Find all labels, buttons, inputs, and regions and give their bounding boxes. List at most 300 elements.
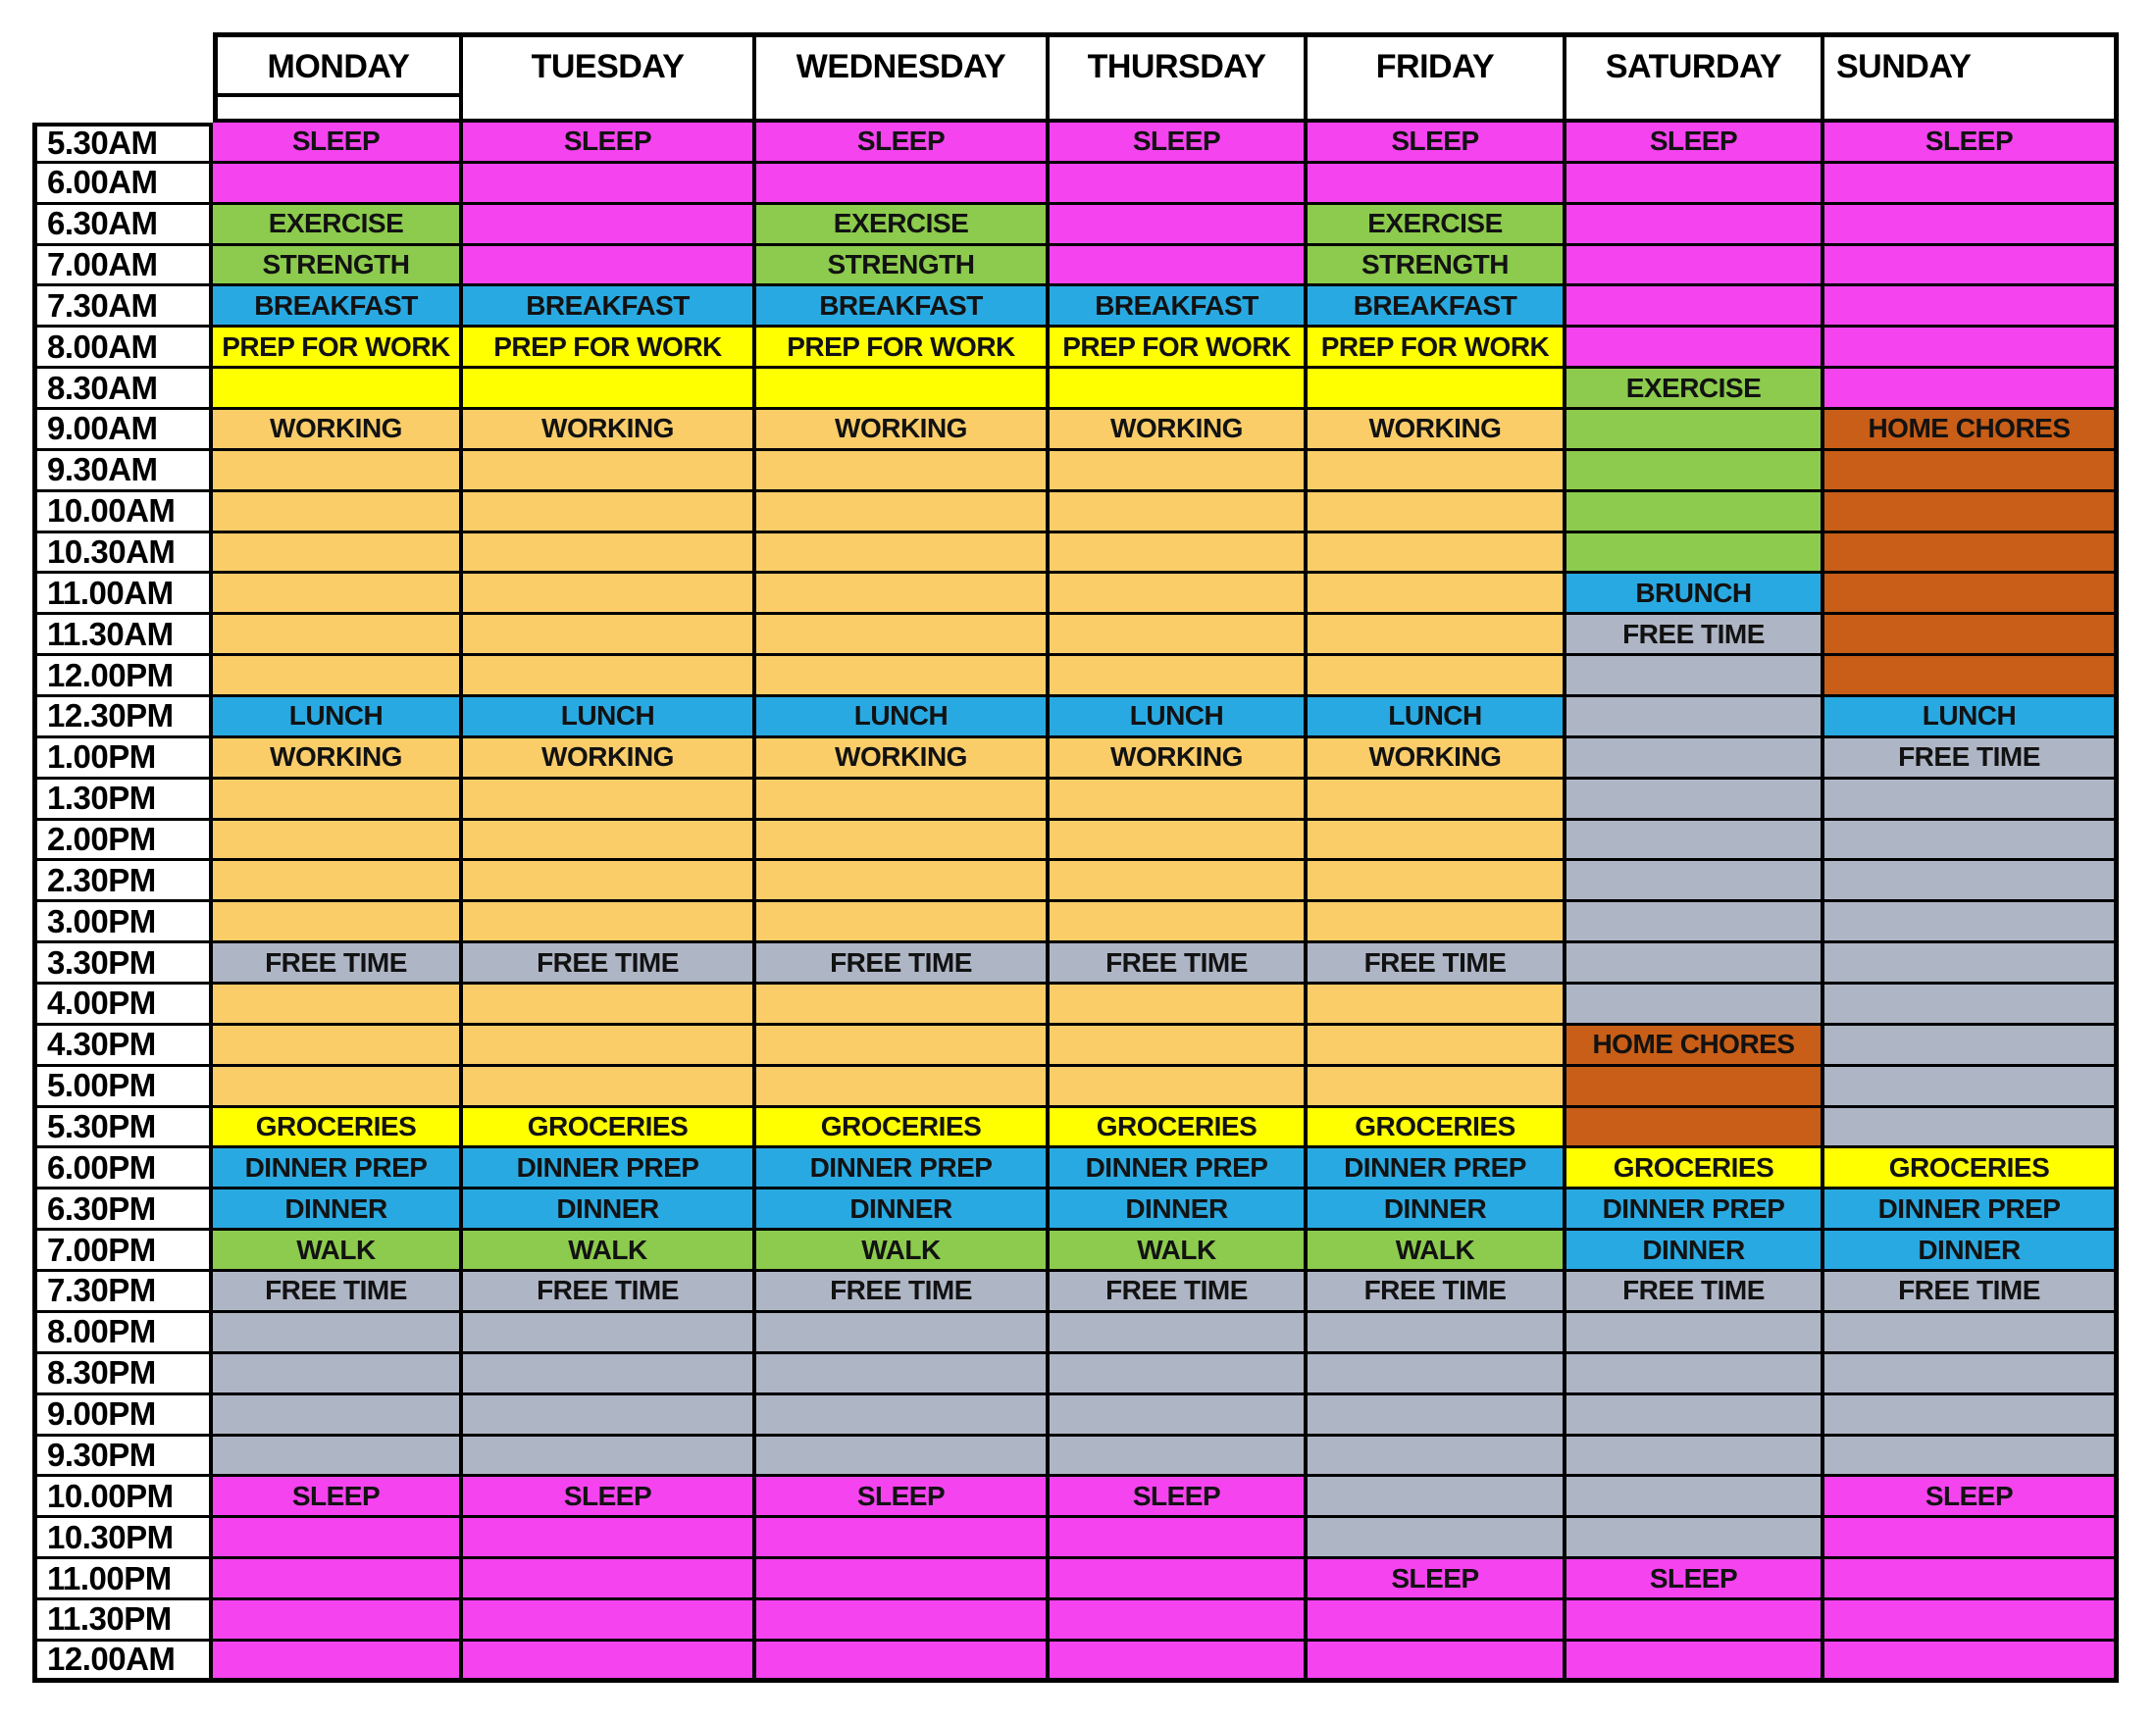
cell-tuesday-900am[interactable]: WORKING [463,410,756,451]
day-header-sunday[interactable] [1824,32,2119,123]
cell-saturday-500pm[interactable] [1566,1067,1824,1108]
time-label-900am[interactable]: 9.00AM [32,410,213,451]
cell-saturday-600pm[interactable]: GROCERIES [1566,1148,1824,1190]
day-header-thursday[interactable] [1050,32,1308,123]
cell-friday-230pm[interactable] [1308,861,1566,902]
cell-saturday-930pm[interactable] [1566,1437,1824,1478]
cell-thursday-230pm[interactable] [1050,861,1308,902]
cell-monday-300pm[interactable] [213,902,463,943]
cell-friday-1100pm[interactable]: SLEEP [1308,1559,1566,1600]
cell-monday-1100am[interactable] [213,574,463,615]
time-label-330pm[interactable]: 3.30PM [32,943,213,985]
cell-sunday-900pm[interactable] [1824,1395,2119,1437]
cell-sunday-800am[interactable] [1824,328,2119,369]
cell-tuesday-1030pm[interactable] [463,1518,756,1559]
cell-saturday-630am[interactable] [1566,205,1824,246]
cell-tuesday-800pm[interactable] [463,1313,756,1354]
cell-monday-530pm[interactable]: GROCERIES [213,1108,463,1149]
cell-tuesday-200pm[interactable] [463,821,756,862]
cell-saturday-630pm[interactable]: DINNER PREP [1566,1190,1824,1231]
cell-monday-730pm[interactable]: FREE TIME [213,1272,463,1313]
cell-friday-900pm[interactable] [1308,1395,1566,1437]
cell-wednesday-630am[interactable]: EXERCISE [756,205,1050,246]
cell-wednesday-600pm[interactable]: DINNER PREP [756,1148,1050,1190]
cell-wednesday-930am[interactable] [756,451,1050,492]
cell-friday-430pm[interactable] [1308,1026,1566,1067]
cell-friday-600am[interactable] [1308,164,1566,205]
cell-tuesday-1100am[interactable] [463,574,756,615]
cell-friday-730am[interactable]: BREAKFAST [1308,286,1566,328]
cell-thursday-500pm[interactable] [1050,1067,1308,1108]
cell-monday-400pm[interactable] [213,985,463,1026]
cell-sunday-1100am[interactable] [1824,574,2119,615]
cell-wednesday-100pm[interactable]: WORKING [756,738,1050,780]
cell-wednesday-830am[interactable] [756,369,1050,410]
cell-friday-700am[interactable]: STRENGTH [1308,246,1566,287]
cell-tuesday-500pm[interactable] [463,1067,756,1108]
cell-sunday-530am[interactable]: SLEEP [1824,123,2119,164]
cell-saturday-1100am[interactable]: BRUNCH [1566,574,1824,615]
day-header-tuesday[interactable] [463,32,756,123]
cell-sunday-330pm[interactable] [1824,943,2119,985]
cell-saturday-800pm[interactable] [1566,1313,1824,1354]
cell-saturday-600am[interactable] [1566,164,1824,205]
cell-saturday-230pm[interactable] [1566,861,1824,902]
cell-tuesday-300pm[interactable] [463,902,756,943]
cell-monday-100pm[interactable]: WORKING [213,738,463,780]
cell-saturday-1200am[interactable] [1566,1642,1824,1683]
cell-saturday-800am[interactable] [1566,328,1824,369]
cell-monday-630am[interactable]: EXERCISE [213,205,463,246]
time-label-530pm[interactable]: 5.30PM [32,1108,213,1149]
cell-saturday-900am[interactable] [1566,410,1824,451]
time-label-800pm[interactable]: 8.00PM [32,1313,213,1354]
cell-monday-530am[interactable]: SLEEP [213,123,463,164]
time-label-1000am[interactable]: 10.00AM [32,492,213,533]
time-label-1200am[interactable]: 12.00AM [32,1642,213,1683]
time-label-1100pm[interactable]: 11.00PM [32,1559,213,1600]
cell-sunday-430pm[interactable] [1824,1026,2119,1067]
time-label-700am[interactable]: 7.00AM [32,246,213,287]
cell-thursday-100pm[interactable]: WORKING [1050,738,1308,780]
cell-saturday-1230pm[interactable] [1566,697,1824,738]
cell-wednesday-730pm[interactable]: FREE TIME [756,1272,1050,1313]
cell-thursday-800am[interactable]: PREP FOR WORK [1050,328,1308,369]
cell-tuesday-800am[interactable]: PREP FOR WORK [463,328,756,369]
time-label-200pm[interactable]: 2.00PM [32,821,213,862]
cell-wednesday-830pm[interactable] [756,1354,1050,1395]
cell-wednesday-430pm[interactable] [756,1026,1050,1067]
cell-monday-1130am[interactable] [213,615,463,656]
day-header-friday[interactable] [1308,32,1566,123]
cell-monday-500pm[interactable] [213,1067,463,1108]
time-label-430pm[interactable]: 4.30PM [32,1026,213,1067]
cell-saturday-1100pm[interactable]: SLEEP [1566,1559,1824,1600]
cell-thursday-1000pm[interactable]: SLEEP [1050,1477,1308,1518]
cell-sunday-630pm[interactable]: DINNER PREP [1824,1190,2119,1231]
cell-sunday-930am[interactable] [1824,451,2119,492]
cell-sunday-830pm[interactable] [1824,1354,2119,1395]
time-label-900pm[interactable]: 9.00PM [32,1395,213,1437]
cell-wednesday-530pm[interactable]: GROCERIES [756,1108,1050,1149]
cell-monday-1000pm[interactable]: SLEEP [213,1477,463,1518]
time-label-130pm[interactable]: 1.30PM [32,780,213,821]
cell-monday-900pm[interactable] [213,1395,463,1437]
cell-tuesday-1200am[interactable] [463,1642,756,1683]
cell-saturday-1030pm[interactable] [1566,1518,1824,1559]
cell-saturday-530am[interactable]: SLEEP [1566,123,1824,164]
cell-wednesday-530am[interactable]: SLEEP [756,123,1050,164]
cell-saturday-130pm[interactable] [1566,780,1824,821]
cell-thursday-430pm[interactable] [1050,1026,1308,1067]
day-header-monday[interactable] [213,32,463,123]
cell-sunday-700am[interactable] [1824,246,2119,287]
cell-wednesday-900am[interactable]: WORKING [756,410,1050,451]
cell-thursday-630am[interactable] [1050,205,1308,246]
cell-thursday-730pm[interactable]: FREE TIME [1050,1272,1308,1313]
cell-wednesday-1100pm[interactable] [756,1559,1050,1600]
cell-monday-930pm[interactable] [213,1437,463,1478]
time-label-830pm[interactable]: 8.30PM [32,1354,213,1395]
cell-friday-730pm[interactable]: FREE TIME [1308,1272,1566,1313]
cell-tuesday-100pm[interactable]: WORKING [463,738,756,780]
cell-tuesday-330pm[interactable]: FREE TIME [463,943,756,985]
cell-monday-700am[interactable]: STRENGTH [213,246,463,287]
cell-friday-100pm[interactable]: WORKING [1308,738,1566,780]
cell-friday-1200am[interactable] [1308,1642,1566,1683]
cell-saturday-930am[interactable] [1566,451,1824,492]
cell-sunday-1130pm[interactable] [1824,1600,2119,1642]
cell-thursday-530am[interactable]: SLEEP [1050,123,1308,164]
cell-friday-1000am[interactable] [1308,492,1566,533]
time-label-930am[interactable]: 9.30AM [32,451,213,492]
time-label-530am[interactable]: 5.30AM [32,123,213,164]
cell-tuesday-700pm[interactable]: WALK [463,1231,756,1272]
cell-saturday-1030am[interactable] [1566,533,1824,575]
time-label-1230pm[interactable]: 12.30PM [32,697,213,738]
cell-saturday-700am[interactable] [1566,246,1824,287]
cell-wednesday-1100am[interactable] [756,574,1050,615]
time-label-500pm[interactable]: 5.00PM [32,1067,213,1108]
cell-sunday-1000am[interactable] [1824,492,2119,533]
cell-thursday-730am[interactable]: BREAKFAST [1050,286,1308,328]
cell-thursday-700am[interactable] [1050,246,1308,287]
cell-thursday-1030pm[interactable] [1050,1518,1308,1559]
cell-sunday-1100pm[interactable] [1824,1559,2119,1600]
cell-wednesday-400pm[interactable] [756,985,1050,1026]
cell-thursday-630pm[interactable]: DINNER [1050,1190,1308,1231]
cell-wednesday-930pm[interactable] [756,1437,1050,1478]
cell-sunday-1230pm[interactable]: LUNCH [1824,697,2119,738]
cell-tuesday-930pm[interactable] [463,1437,756,1478]
cell-friday-200pm[interactable] [1308,821,1566,862]
cell-thursday-900pm[interactable] [1050,1395,1308,1437]
cell-thursday-600am[interactable] [1050,164,1308,205]
cell-friday-530am[interactable]: SLEEP [1308,123,1566,164]
time-label-830am[interactable]: 8.30AM [32,369,213,410]
time-label-1130am[interactable]: 11.30AM [32,615,213,656]
cell-sunday-1030pm[interactable] [1824,1518,2119,1559]
cell-wednesday-700pm[interactable]: WALK [756,1231,1050,1272]
cell-friday-830pm[interactable] [1308,1354,1566,1395]
time-label-400pm[interactable]: 4.00PM [32,985,213,1026]
cell-friday-1000pm[interactable] [1308,1477,1566,1518]
cell-sunday-1200am[interactable] [1824,1642,2119,1683]
cell-thursday-930am[interactable] [1050,451,1308,492]
cell-tuesday-830pm[interactable] [463,1354,756,1395]
cell-thursday-130pm[interactable] [1050,780,1308,821]
cell-monday-900am[interactable]: WORKING [213,410,463,451]
cell-saturday-730am[interactable] [1566,286,1824,328]
cell-wednesday-500pm[interactable] [756,1067,1050,1108]
cell-saturday-1000am[interactable] [1566,492,1824,533]
cell-thursday-530pm[interactable]: GROCERIES [1050,1108,1308,1149]
cell-friday-500pm[interactable] [1308,1067,1566,1108]
cell-wednesday-230pm[interactable] [756,861,1050,902]
cell-sunday-1130am[interactable] [1824,615,2119,656]
cell-thursday-800pm[interactable] [1050,1313,1308,1354]
cell-monday-130pm[interactable] [213,780,463,821]
cell-friday-800am[interactable]: PREP FOR WORK [1308,328,1566,369]
time-label-600am[interactable]: 6.00AM [32,164,213,205]
cell-friday-700pm[interactable]: WALK [1308,1231,1566,1272]
cell-wednesday-1030pm[interactable] [756,1518,1050,1559]
cell-thursday-1030am[interactable] [1050,533,1308,575]
cell-saturday-1200pm[interactable] [1566,656,1824,697]
cell-sunday-600am[interactable] [1824,164,2119,205]
time-label-1030am[interactable]: 10.30AM [32,533,213,575]
cell-sunday-600pm[interactable]: GROCERIES [1824,1148,2119,1190]
cell-friday-930pm[interactable] [1308,1437,1566,1478]
time-label-630pm[interactable]: 6.30PM [32,1190,213,1231]
cell-monday-1200pm[interactable] [213,656,463,697]
time-label-730am[interactable]: 7.30AM [32,286,213,328]
cell-monday-830pm[interactable] [213,1354,463,1395]
cell-saturday-700pm[interactable]: DINNER [1566,1231,1824,1272]
cell-wednesday-300pm[interactable] [756,902,1050,943]
cell-friday-630am[interactable]: EXERCISE [1308,205,1566,246]
cell-tuesday-1000pm[interactable]: SLEEP [463,1477,756,1518]
cell-friday-400pm[interactable] [1308,985,1566,1026]
cell-friday-800pm[interactable] [1308,1313,1566,1354]
cell-sunday-500pm[interactable] [1824,1067,2119,1108]
cell-monday-930am[interactable] [213,451,463,492]
cell-saturday-730pm[interactable]: FREE TIME [1566,1272,1824,1313]
cell-thursday-930pm[interactable] [1050,1437,1308,1478]
cell-thursday-200pm[interactable] [1050,821,1308,862]
cell-thursday-900am[interactable]: WORKING [1050,410,1308,451]
day-header-saturday[interactable] [1566,32,1824,123]
cell-sunday-1000pm[interactable]: SLEEP [1824,1477,2119,1518]
cell-thursday-1130am[interactable] [1050,615,1308,656]
cell-monday-800am[interactable]: PREP FOR WORK [213,328,463,369]
cell-monday-230pm[interactable] [213,861,463,902]
cell-wednesday-1130pm[interactable] [756,1600,1050,1642]
cell-friday-1030pm[interactable] [1308,1518,1566,1559]
cell-tuesday-130pm[interactable] [463,780,756,821]
cell-saturday-430pm[interactable]: HOME CHORES [1566,1026,1824,1067]
cell-friday-630pm[interactable]: DINNER [1308,1190,1566,1231]
cell-sunday-930pm[interactable] [1824,1437,2119,1478]
cell-sunday-300pm[interactable] [1824,902,2119,943]
cell-friday-530pm[interactable]: GROCERIES [1308,1108,1566,1149]
cell-friday-1130am[interactable] [1308,615,1566,656]
cell-thursday-1000am[interactable] [1050,492,1308,533]
cell-friday-130pm[interactable] [1308,780,1566,821]
time-label-1030pm[interactable]: 10.30PM [32,1518,213,1559]
cell-tuesday-700am[interactable] [463,246,756,287]
cell-monday-430pm[interactable] [213,1026,463,1067]
cell-thursday-700pm[interactable]: WALK [1050,1231,1308,1272]
cell-sunday-530pm[interactable] [1824,1108,2119,1149]
cell-tuesday-230pm[interactable] [463,861,756,902]
cell-thursday-1200pm[interactable] [1050,656,1308,697]
cell-saturday-1000pm[interactable] [1566,1477,1824,1518]
cell-tuesday-1130am[interactable] [463,615,756,656]
cell-monday-700pm[interactable]: WALK [213,1231,463,1272]
cell-tuesday-530pm[interactable]: GROCERIES [463,1108,756,1149]
cell-sunday-730pm[interactable]: FREE TIME [1824,1272,2119,1313]
cell-friday-330pm[interactable]: FREE TIME [1308,943,1566,985]
time-label-1130pm[interactable]: 11.30PM [32,1600,213,1642]
time-label-1100am[interactable]: 11.00AM [32,574,213,615]
cell-tuesday-1200pm[interactable] [463,656,756,697]
cell-monday-1030am[interactable] [213,533,463,575]
time-label-730pm[interactable]: 7.30PM [32,1272,213,1313]
cell-wednesday-1000am[interactable] [756,492,1050,533]
cell-friday-300pm[interactable] [1308,902,1566,943]
cell-saturday-1130am[interactable]: FREE TIME [1566,615,1824,656]
cell-sunday-630am[interactable] [1824,205,2119,246]
cell-wednesday-1230pm[interactable]: LUNCH [756,697,1050,738]
cell-friday-1130pm[interactable] [1308,1600,1566,1642]
cell-monday-630pm[interactable]: DINNER [213,1190,463,1231]
time-label-230pm[interactable]: 2.30PM [32,861,213,902]
cell-wednesday-730am[interactable]: BREAKFAST [756,286,1050,328]
cell-monday-1000am[interactable] [213,492,463,533]
cell-sunday-1030am[interactable] [1824,533,2119,575]
cell-sunday-830am[interactable] [1824,369,2119,410]
cell-tuesday-1230pm[interactable]: LUNCH [463,697,756,738]
cell-tuesday-1000am[interactable] [463,492,756,533]
cell-monday-1200am[interactable] [213,1642,463,1683]
cell-friday-1030am[interactable] [1308,533,1566,575]
time-label-1000pm[interactable]: 10.00PM [32,1477,213,1518]
cell-thursday-1200am[interactable] [1050,1642,1308,1683]
cell-monday-600pm[interactable]: DINNER PREP [213,1148,463,1190]
cell-friday-930am[interactable] [1308,451,1566,492]
cell-tuesday-630pm[interactable]: DINNER [463,1190,756,1231]
cell-sunday-800pm[interactable] [1824,1313,2119,1354]
cell-wednesday-1000pm[interactable]: SLEEP [756,1477,1050,1518]
cell-saturday-1130pm[interactable] [1566,1600,1824,1642]
cell-tuesday-400pm[interactable] [463,985,756,1026]
time-label-100pm[interactable]: 1.00PM [32,738,213,780]
cell-tuesday-600pm[interactable]: DINNER PREP [463,1148,756,1190]
cell-wednesday-1130am[interactable] [756,615,1050,656]
cell-monday-800pm[interactable] [213,1313,463,1354]
cell-thursday-1130pm[interactable] [1050,1600,1308,1642]
cell-sunday-700pm[interactable]: DINNER [1824,1231,2119,1272]
cell-sunday-130pm[interactable] [1824,780,2119,821]
cell-thursday-600pm[interactable]: DINNER PREP [1050,1148,1308,1190]
cell-monday-1030pm[interactable] [213,1518,463,1559]
time-label-630am[interactable]: 6.30AM [32,205,213,246]
cell-friday-1200pm[interactable] [1308,656,1566,697]
cell-monday-200pm[interactable] [213,821,463,862]
cell-friday-1100am[interactable] [1308,574,1566,615]
cell-tuesday-600am[interactable] [463,164,756,205]
cell-saturday-900pm[interactable] [1566,1395,1824,1437]
cell-sunday-230pm[interactable] [1824,861,2119,902]
cell-tuesday-630am[interactable] [463,205,756,246]
cell-wednesday-330pm[interactable]: FREE TIME [756,943,1050,985]
cell-monday-330pm[interactable]: FREE TIME [213,943,463,985]
time-label-700pm[interactable]: 7.00PM [32,1231,213,1272]
cell-sunday-1200pm[interactable] [1824,656,2119,697]
cell-monday-830am[interactable] [213,369,463,410]
cell-wednesday-800pm[interactable] [756,1313,1050,1354]
cell-friday-900am[interactable]: WORKING [1308,410,1566,451]
cell-wednesday-700am[interactable]: STRENGTH [756,246,1050,287]
cell-saturday-530pm[interactable] [1566,1108,1824,1149]
cell-monday-1100pm[interactable] [213,1559,463,1600]
time-label-600pm[interactable]: 6.00PM [32,1148,213,1190]
cell-thursday-830pm[interactable] [1050,1354,1308,1395]
cell-monday-1130pm[interactable] [213,1600,463,1642]
cell-tuesday-730pm[interactable]: FREE TIME [463,1272,756,1313]
cell-thursday-300pm[interactable] [1050,902,1308,943]
cell-thursday-1100pm[interactable] [1050,1559,1308,1600]
cell-saturday-830pm[interactable] [1566,1354,1824,1395]
cell-tuesday-1030am[interactable] [463,533,756,575]
cell-tuesday-1130pm[interactable] [463,1600,756,1642]
cell-wednesday-800am[interactable]: PREP FOR WORK [756,328,1050,369]
cell-tuesday-430pm[interactable] [463,1026,756,1067]
cell-wednesday-1200pm[interactable] [756,656,1050,697]
cell-thursday-1100am[interactable] [1050,574,1308,615]
cell-saturday-100pm[interactable] [1566,738,1824,780]
cell-sunday-200pm[interactable] [1824,821,2119,862]
cell-friday-830am[interactable] [1308,369,1566,410]
cell-wednesday-900pm[interactable] [756,1395,1050,1437]
cell-wednesday-600am[interactable] [756,164,1050,205]
cell-saturday-830am[interactable]: EXERCISE [1566,369,1824,410]
cell-wednesday-200pm[interactable] [756,821,1050,862]
cell-friday-1230pm[interactable]: LUNCH [1308,697,1566,738]
cell-tuesday-900pm[interactable] [463,1395,756,1437]
cell-sunday-900am[interactable]: HOME CHORES [1824,410,2119,451]
time-label-930pm[interactable]: 9.30PM [32,1437,213,1478]
cell-tuesday-1100pm[interactable] [463,1559,756,1600]
time-label-1200pm[interactable]: 12.00PM [32,656,213,697]
cell-saturday-400pm[interactable] [1566,985,1824,1026]
cell-monday-600am[interactable] [213,164,463,205]
cell-thursday-330pm[interactable]: FREE TIME [1050,943,1308,985]
cell-wednesday-630pm[interactable]: DINNER [756,1190,1050,1231]
cell-thursday-830am[interactable] [1050,369,1308,410]
cell-thursday-400pm[interactable] [1050,985,1308,1026]
cell-thursday-1230pm[interactable]: LUNCH [1050,697,1308,738]
day-header-wednesday[interactable] [756,32,1050,123]
cell-wednesday-130pm[interactable] [756,780,1050,821]
cell-sunday-730am[interactable] [1824,286,2119,328]
cell-monday-1230pm[interactable]: LUNCH [213,697,463,738]
cell-wednesday-1030am[interactable] [756,533,1050,575]
cell-saturday-300pm[interactable] [1566,902,1824,943]
cell-saturday-200pm[interactable] [1566,821,1824,862]
cell-sunday-100pm[interactable]: FREE TIME [1824,738,2119,780]
